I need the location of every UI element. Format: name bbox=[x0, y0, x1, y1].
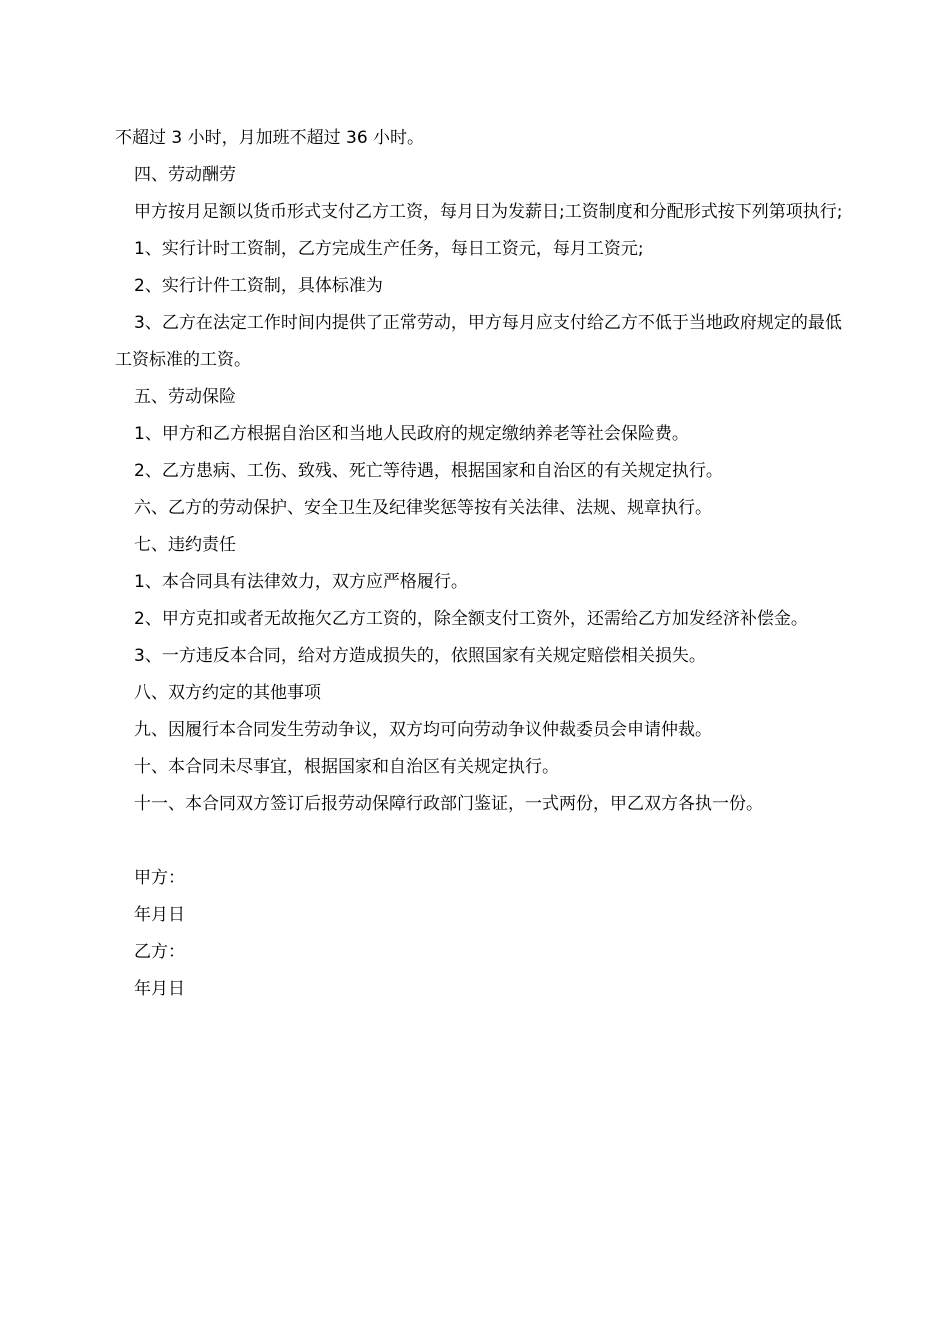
party-a-date: 年月日 bbox=[134, 905, 185, 925]
section-heading-remuneration: 四、劳动酬劳 bbox=[134, 165, 236, 185]
paragraph-salary-payment: 甲方按月足额以货币形式支付乙方工资，每月日为发薪日;工资制度和分配形式按下列第项执行; bbox=[134, 202, 843, 222]
party-a-label: 甲方： bbox=[134, 868, 185, 888]
clause-minimum-wage: 3、乙方在法定工作时间内提供了正常劳动，甲方每月应支付给乙方不低于当地政府规定的最低工资标准的工资。 bbox=[115, 313, 842, 370]
section-heading-liability: 七、违约责任 bbox=[134, 535, 236, 555]
section-contract-copies: 十一、本合同双方签订后报劳动保障行政部门鉴证，一式两份，甲乙双方各执一份。 bbox=[134, 794, 763, 814]
clause-piece-wage: 2、实行计件工资制，具体标准为 bbox=[134, 276, 383, 296]
section-heading-insurance: 五、劳动保险 bbox=[134, 387, 236, 407]
clause-legal-effect: 1、本合同具有法律效力，双方应严格履行。 bbox=[134, 572, 468, 592]
paragraph-overtime-limit: 不超过 3 小时，月加班不超过 36 小时。 bbox=[115, 128, 425, 148]
party-b-date: 年月日 bbox=[134, 979, 185, 999]
section-other-matters: 八、双方约定的其他事项 bbox=[134, 683, 321, 703]
clause-social-insurance: 1、甲方和乙方根据自治区和当地人民政府的规定缴纳养老等社会保险费。 bbox=[134, 424, 689, 444]
signature-block bbox=[115, 860, 850, 1008]
clause-illness-injury: 2、乙方患病、工伤、致残、死亡等待遇，根据国家和自治区的有关规定执行。 bbox=[134, 461, 723, 481]
section-unresolved-matters: 十、本合同未尽事宜，根据国家和自治区有关规定执行。 bbox=[134, 757, 559, 777]
clause-breach-compensation: 3、一方违反本合同，给对方造成损失的，依照国家有关规定赔偿相关损失。 bbox=[134, 646, 706, 666]
party-b-label: 乙方： bbox=[134, 942, 185, 962]
clause-time-wage: 1、实行计时工资制，乙方完成生产任务，每日工资元，每月工资元; bbox=[134, 239, 644, 259]
signature-spacer bbox=[115, 823, 850, 860]
section-labor-protection: 六、乙方的劳动保护、安全卫生及纪律奖惩等按有关法律、法规、规章执行。 bbox=[134, 498, 712, 518]
clause-wage-arrears: 2、甲方克扣或者无故拖欠乙方工资的，除全额支付工资外，还需给乙方加发经济补偿金。 bbox=[134, 609, 808, 629]
section-dispute-arbitration: 九、因履行本合同发生劳动争议，双方均可向劳动争议仲裁委员会申请仲裁。 bbox=[134, 720, 712, 740]
document-body bbox=[115, 120, 850, 1008]
